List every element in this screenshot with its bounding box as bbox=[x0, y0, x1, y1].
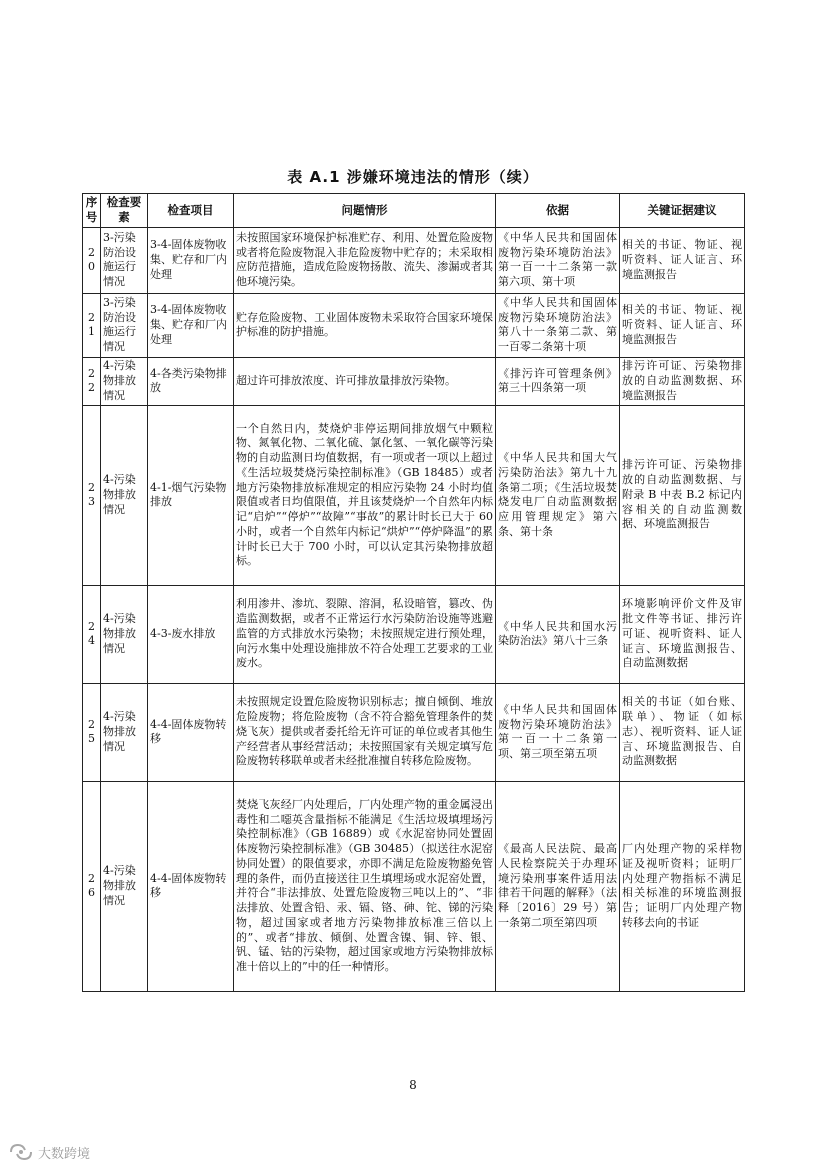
row-item: 3-4-固体废物收集、贮存和厂内处理 bbox=[148, 227, 234, 293]
row-item: 4-各类污染物排放 bbox=[148, 357, 234, 405]
col-header-evidence: 关键证据建议 bbox=[620, 194, 745, 228]
row-evidence: 排污许可证、污染物排放的自动监测数据、与附录 B 中表 B.2 标记内容相关的自动监测数据、环境监测报告 bbox=[620, 405, 745, 585]
row-item: 4-4-固体废物转移 bbox=[148, 781, 234, 991]
row-evidence: 相关的书证、物证、视听资料、证人证言、环境监测报告 bbox=[620, 293, 745, 357]
row-element: 4-污染物排放情况 bbox=[101, 405, 148, 585]
row-item: 4-1-烟气污染物排放 bbox=[148, 405, 234, 585]
row-basis: 《中华人民共和国固体废物污染环境防治法》第八十一条第二款、第一百零二条第十项 bbox=[496, 293, 620, 357]
row-number: 23 bbox=[83, 405, 101, 585]
row-basis: 《最高人民法院、最高人民检察院关于办理环境污染刑事案件适用法律若干问题的解释》（法释〔2016〕29 号）第一条第二项至第四项 bbox=[496, 781, 620, 991]
page-number: 8 bbox=[409, 1078, 417, 1092]
row-issue: 未按照规定设置危险废物识别标志；擅自倾倒、堆放危险废物；将危险废物（含不符合豁免管理条件的焚烧飞灰）提供或者委托给无许可证的单位或者其他生产经营者从事经营活动；未按照国家有关规定填写危险废物转移联单或者未经批准擅自转移危险废物。 bbox=[234, 683, 496, 781]
row-basis: 《中华人民共和国固体废物污染环境防治法》第一百一十二条第一款第六项、第十项 bbox=[496, 227, 620, 293]
row-number: 22 bbox=[83, 357, 101, 405]
row-basis: 《中华人民共和国固体废物污染环境防治法》第一百一十二条第一项、第三项至第五项 bbox=[496, 683, 620, 781]
row-element: 4-污染物排放情况 bbox=[101, 781, 148, 991]
watermark-logo-icon bbox=[8, 1142, 34, 1162]
row-issue: 未按照国家环境保护标准贮存、利用、处置危险废物或者将危险废物混入非危险废物中贮存的；未采取相应防范措施，造成危险废物扬散、流失、渗漏或者其他环境污染。 bbox=[234, 227, 496, 293]
row-element: 4-污染物排放情况 bbox=[101, 357, 148, 405]
col-header-no: 序号 bbox=[83, 194, 101, 228]
row-number: 26 bbox=[83, 781, 101, 991]
table-row bbox=[83, 683, 745, 781]
row-issue: 利用渗井、渗坑、裂隙、溶洞，私设暗管，篡改、伪造监测数据，或者不正常运行水污染防治设施等逃避监管的方式排放水污染物；未按照规定进行预处理，向污水集中处理设施排放不符合处理工艺要求的工业废水。 bbox=[234, 585, 496, 683]
row-issue: 一个自然日内，焚烧炉非停运期间排放烟气中颗粒物、氮氧化物、二氧化硫、氯化氢、一氧化碳等污染物的自动监测日均值数据，有一项或者一项以上超过《生活垃圾焚烧污染控制标准》（GB 18485）或者地方污染物排放标准规定的相应污染物 24 小时均值限值或者日均值限值，并且该焚烧炉一个自然年内标记“启炉”“停炉”“故障”“事故”的累计时长已大于 60 小时，或者一个自然年内标记“烘炉”“停炉降温”的累计时长已大于 700 小时，可以认定其污染物排放超标。 bbox=[234, 405, 496, 585]
table-row bbox=[83, 405, 745, 585]
row-evidence: 厂内处理产物的采样物证及视听资料；证明厂内处理产物指标不满足相关标准的环境监测报告；证明厂内处理产物转移去向的书证 bbox=[620, 781, 745, 991]
row-basis: 《排污许可管理条例》第三十四条第一项 bbox=[496, 357, 620, 405]
row-evidence: 环境影响评价文件及审批文件等书证、排污许可证、视听资料、证人证言、环境监测报告、自动监测数据 bbox=[620, 585, 745, 683]
table-header-row bbox=[83, 194, 745, 228]
col-header-item: 检查项目 bbox=[148, 194, 234, 228]
table-row bbox=[83, 781, 745, 991]
row-number: 25 bbox=[83, 683, 101, 781]
row-issue: 贮存危险废物、工业固体废物未采取符合国家环境保护标准的防护措施。 bbox=[234, 293, 496, 357]
col-header-basis: 依据 bbox=[496, 194, 620, 228]
row-issue: 焚烧飞灰经厂内处理后，厂内处理产物的重金属浸出毒性和二噁英含量指标不能满足《生活垃圾填埋场污染控制标准》（GB 16889）或《水泥窑协同处置固体废物污染控制标准》（GB 30485）（拟送往水泥窑协同处置）的限值要求，亦即不满足危险废物豁免管理的条件，而仍直接送往卫生填埋场或水泥窑处置，并符合“非法排放、处置危险废物三吨以上的”、“非法排放、处置含铅、汞、镉、铬、砷、铊、锑的污染物，超过国家或者地方污染物排放标准三倍以上的”、或者“排放、倾倒、处置含镍、铜、锌、银、钒、锰、钴的污染物，超过国家或地方污染物排放标准十倍以上的”中的任一种情形。 bbox=[234, 781, 496, 991]
col-header-element: 检查要素 bbox=[101, 194, 148, 228]
row-evidence: 排污许可证、污染物排放的自动监测数据、环境监测报告 bbox=[620, 357, 745, 405]
table-row bbox=[83, 227, 745, 293]
row-evidence: 相关的书证、物证、视听资料、证人证言、环境监测报告 bbox=[620, 227, 745, 293]
row-issue: 超过许可排放浓度、许可排放量排放污染物。 bbox=[234, 357, 496, 405]
violations-table bbox=[82, 193, 745, 992]
watermark-text: 大数跨境 bbox=[38, 1146, 91, 1162]
row-element: 4-污染物排放情况 bbox=[101, 683, 148, 781]
row-item: 4-3-废水排放 bbox=[148, 585, 234, 683]
row-element: 3-污染防治设施运行情况 bbox=[101, 227, 148, 293]
table-row bbox=[83, 293, 745, 357]
row-element: 3-污染防治设施运行情况 bbox=[101, 293, 148, 357]
table-title: 表 A.1 涉嫌环境违法的情形（续） bbox=[287, 168, 539, 186]
row-evidence: 相关的书证（如台账、联单）、物证（如标志）、视听资料、证人证言、环境监测报告、自动监测数据 bbox=[620, 683, 745, 781]
col-header-issue: 问题情形 bbox=[234, 194, 496, 228]
row-number: 20 bbox=[83, 227, 101, 293]
row-basis: 《中华人民共和国大气污染防治法》第九十九条第二项；《生活垃圾焚烧发电厂自动监测数据应用管理规定》第六条、第十条 bbox=[496, 405, 620, 585]
watermark bbox=[8, 1142, 90, 1162]
row-item: 3-4-固体废物收集、贮存和厂内处理 bbox=[148, 293, 234, 357]
row-number: 24 bbox=[83, 585, 101, 683]
row-element: 4-污染物排放情况 bbox=[101, 585, 148, 683]
table-row bbox=[83, 357, 745, 405]
row-basis: 《中华人民共和国水污染防治法》第八十三条 bbox=[496, 585, 620, 683]
row-item: 4-4-固体废物转移 bbox=[148, 683, 234, 781]
table-row bbox=[83, 585, 745, 683]
row-number: 21 bbox=[83, 293, 101, 357]
